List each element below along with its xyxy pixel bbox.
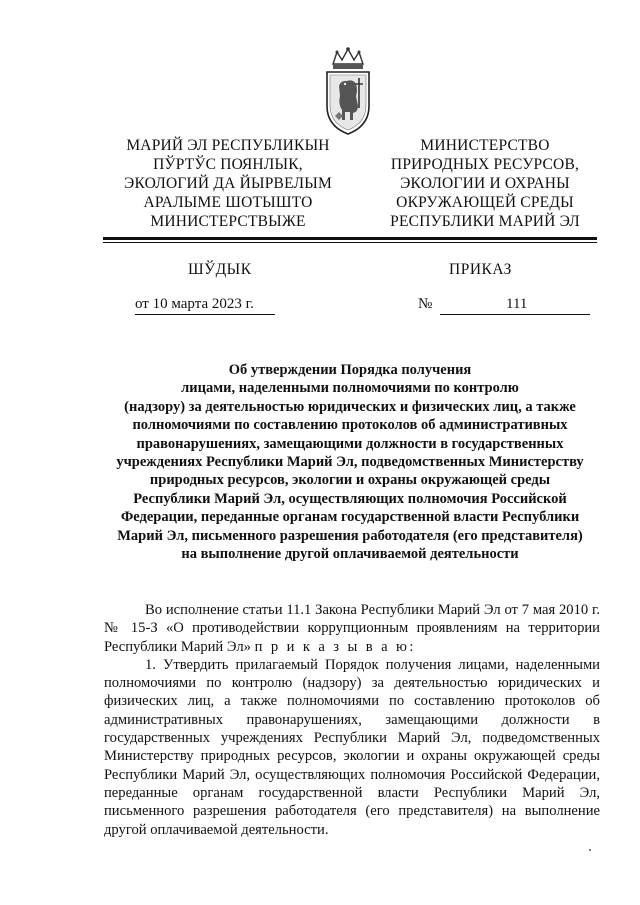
document-body xyxy=(104,601,600,839)
ministry-name-mari-line: ЭКОЛОГИЙ ДА ЙЫРВЕЛЫМ xyxy=(124,175,332,192)
ministry-name-mari-line: АРАЛЫМЕ ШОТЫШТО xyxy=(143,194,313,211)
header-divider-thick xyxy=(103,237,597,240)
ministry-name-mari xyxy=(108,136,348,231)
title-line: природных ресурсов, экологии и охраны окружающей среды xyxy=(149,472,551,489)
title-line: (надзору) за деятельностью юридических и физических лиц, а также xyxy=(124,398,576,415)
order-word: п р и к а з ы в а ю: xyxy=(254,638,416,655)
doc-type-russian: ПРИКАЗ xyxy=(449,261,512,278)
item-1-paragraph: 1. Утвердить прилагаемый Порядок получения лицами, наделенными полномочиями по контролю (надзору) за деятельностью юридических и физических лиц, а также полномочиями по составлению протоколов об административных правонарушениях, замещающими должности в государственных учреждениях Республики Марий Эл, подведомственных Министерству природных ресурсов, экологии и охраны окружающей среды Республики Марий Эл, осуществляющих полномочия Российской Федерации, переданные органам государственной власти Республики Марий Эл, письменного разрешения работодателя (его представителя) на выполнение другой оплачиваемой деятельности. xyxy=(104,656,600,838)
title-line: полномочиями по составлению протоколов об административных xyxy=(132,417,568,434)
doc-type-mari: ШЎДЫК xyxy=(188,261,252,278)
ministry-name-mari-line: МАРИЙ ЭЛ РЕСПУБЛИКЫН xyxy=(126,137,330,154)
document-number: 111 xyxy=(506,296,528,312)
title-line: правонарушениях, замещающими должности в государственных xyxy=(136,435,564,452)
ministry-name-mari-line: МИНИСТЕРСТВЫЖЕ xyxy=(150,213,306,230)
title-line: Республики Марий Эл, осуществляющих полномочия Российской xyxy=(133,490,567,507)
preamble-paragraph xyxy=(104,601,600,656)
ministry-name-russian-line: РЕСПУБЛИКИ МАРИЙ ЭЛ xyxy=(390,213,580,230)
number-underline xyxy=(440,314,590,315)
ministry-name-russian-line: МИНИСТЕРСТВО xyxy=(420,137,550,154)
scan-speck xyxy=(589,849,591,851)
coat-of-arms-emblem-icon xyxy=(323,46,373,136)
number-sign: № xyxy=(418,296,433,312)
document-date-text: от 10 марта 2023 г. xyxy=(135,296,254,312)
date-underline xyxy=(135,314,275,315)
document-title xyxy=(100,361,600,563)
ministry-name-russian-line: ЭКОЛОГИИ И ОХРАНЫ xyxy=(400,175,570,192)
title-line: лицами, наделенными полномочиями по контролю xyxy=(181,380,519,397)
ministry-name-russian-line: ОКРУЖАЮЩЕЙ СРЕДЫ xyxy=(396,194,574,211)
ministry-name-russian-line: ПРИРОДНЫХ РЕСУРСОВ, xyxy=(390,156,580,173)
title-line: Марий Эл, письменного разрешения работодателя (его представителя) xyxy=(117,527,583,544)
preamble-text: Во исполнение статьи 11.1 Закона Республики Марий Эл от 7 мая 2010 г. № 15-З «О противодействии коррупционным проявлениям на территории Республики Марий Эл» xyxy=(104,602,600,655)
document-date xyxy=(135,296,254,313)
title-line: Об утверждении Порядка получения xyxy=(228,362,472,378)
ministry-name-mari-line: ПЎРТЎС ПОЯНЛЫК, xyxy=(153,156,303,173)
title-line: учреждениях Республики Марий Эл, подведомственных Министерству xyxy=(116,454,584,471)
title-line: Федерации, переданные органам государственной власти Республики xyxy=(120,509,580,526)
ministry-name-russian xyxy=(365,136,605,231)
title-line: на выполнение другой оплачиваемой деятельности xyxy=(181,546,519,563)
header-divider-thin xyxy=(103,242,597,243)
